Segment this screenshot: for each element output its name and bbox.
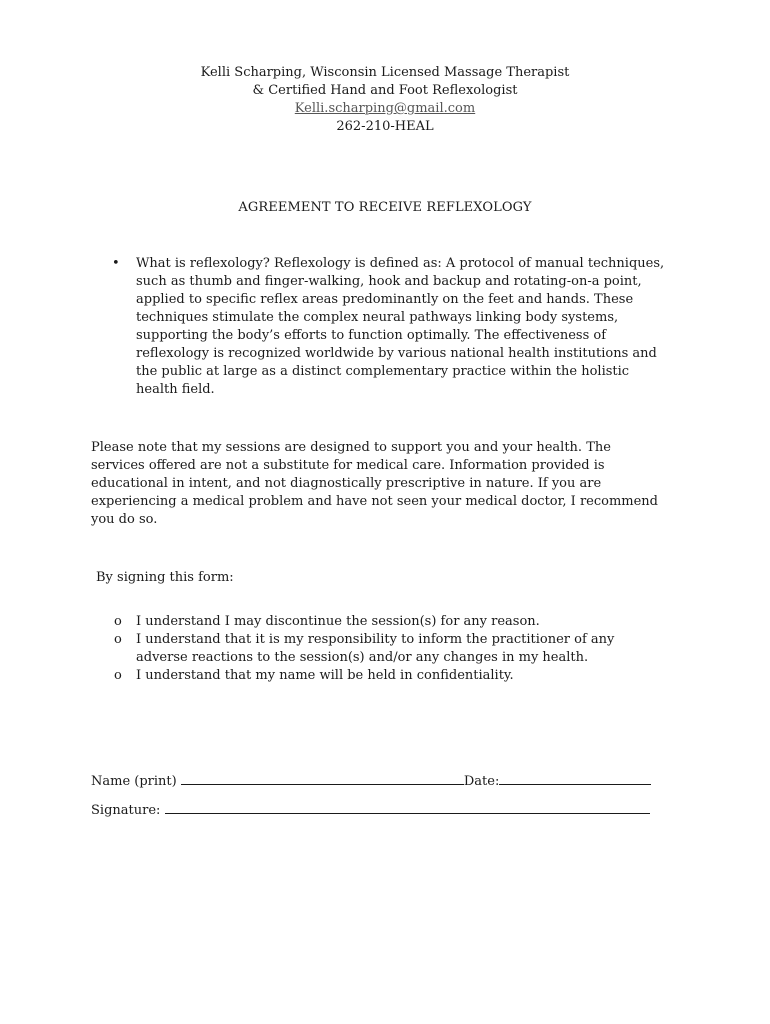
signing-intro: By signing this form: — [96, 570, 234, 585]
disclaimer-line: Please note that my sessions are designed to support you and your health. The — [91, 440, 611, 455]
disclaimer-paragraph — [91, 439, 681, 529]
name-label: Name (print) — [91, 774, 177, 789]
practitioner-credential: & Certified Hand and Foot Reflexologist — [252, 83, 518, 98]
definition-line: techniques stimulate the complex neural pathways linking body systems, — [136, 310, 619, 325]
acknowledgement-list — [112, 613, 682, 685]
acknowledgement-line: I understand that my name will be held in confidentiality. — [136, 668, 514, 683]
signature-field[interactable] — [165, 800, 650, 814]
signature-row — [91, 800, 650, 820]
date-label: Date: — [463, 774, 500, 789]
acknowledgement-item — [112, 667, 682, 685]
definition-line: supporting the body’s efforts to function optimally. The effectiveness of — [136, 328, 607, 343]
practitioner-name: Kelli Scharping, Wisconsin Licensed Massage Therapist — [200, 65, 570, 80]
definition-line: What is reflexology? Reflexology is defined as: A protocol of manual techniques, — [136, 256, 665, 271]
definition-line: such as thumb and finger-walking, hook and backup and rotating-on-a point, — [136, 274, 642, 289]
acknowledgement-line: I understand that it is my responsibility to inform the practitioner of any — [136, 632, 615, 647]
circle-bullet-icon: o — [114, 668, 122, 683]
name-date-row — [91, 771, 651, 791]
signature-label: Signature: — [91, 803, 161, 818]
acknowledgement-line: adverse reactions to the session(s) and/or any changes in my health. — [136, 650, 589, 665]
acknowledgement-line: I understand I may discontinue the session(s) for any reason. — [136, 614, 540, 629]
reflexology-definition — [112, 255, 682, 399]
name-field[interactable] — [181, 771, 464, 785]
definition-line: health field. — [136, 382, 215, 397]
phone-number: 262-210-HEAL — [336, 119, 434, 134]
disclaimer-line: services offered are not a substitute for medical care. Information provided is — [91, 458, 605, 473]
disclaimer-line: experiencing a medical problem and have not seen your medical doctor, I recommend — [91, 494, 658, 509]
email-link[interactable]: Kelli.scharping@gmail.com — [294, 101, 476, 116]
acknowledgement-item — [112, 613, 682, 631]
bullet-icon: • — [112, 256, 120, 271]
acknowledgement-item — [112, 631, 682, 667]
letterhead — [0, 64, 770, 136]
definition-line: reflexology is recognized worldwide by various national health institutions and — [136, 346, 657, 361]
circle-bullet-icon: o — [114, 614, 122, 629]
disclaimer-line: you do so. — [91, 512, 158, 527]
circle-bullet-icon: o — [114, 632, 122, 647]
definition-line: applied to specific reflex areas predominantly on the feet and hands. These — [136, 292, 634, 307]
disclaimer-line: educational in intent, and not diagnostically prescriptive in nature. If you are — [91, 476, 602, 491]
document-title: AGREEMENT TO RECEIVE REFLEXOLOGY — [238, 200, 532, 215]
definition-line: the public at large as a distinct complementary practice within the holistic — [136, 364, 630, 379]
date-field[interactable] — [499, 771, 651, 785]
